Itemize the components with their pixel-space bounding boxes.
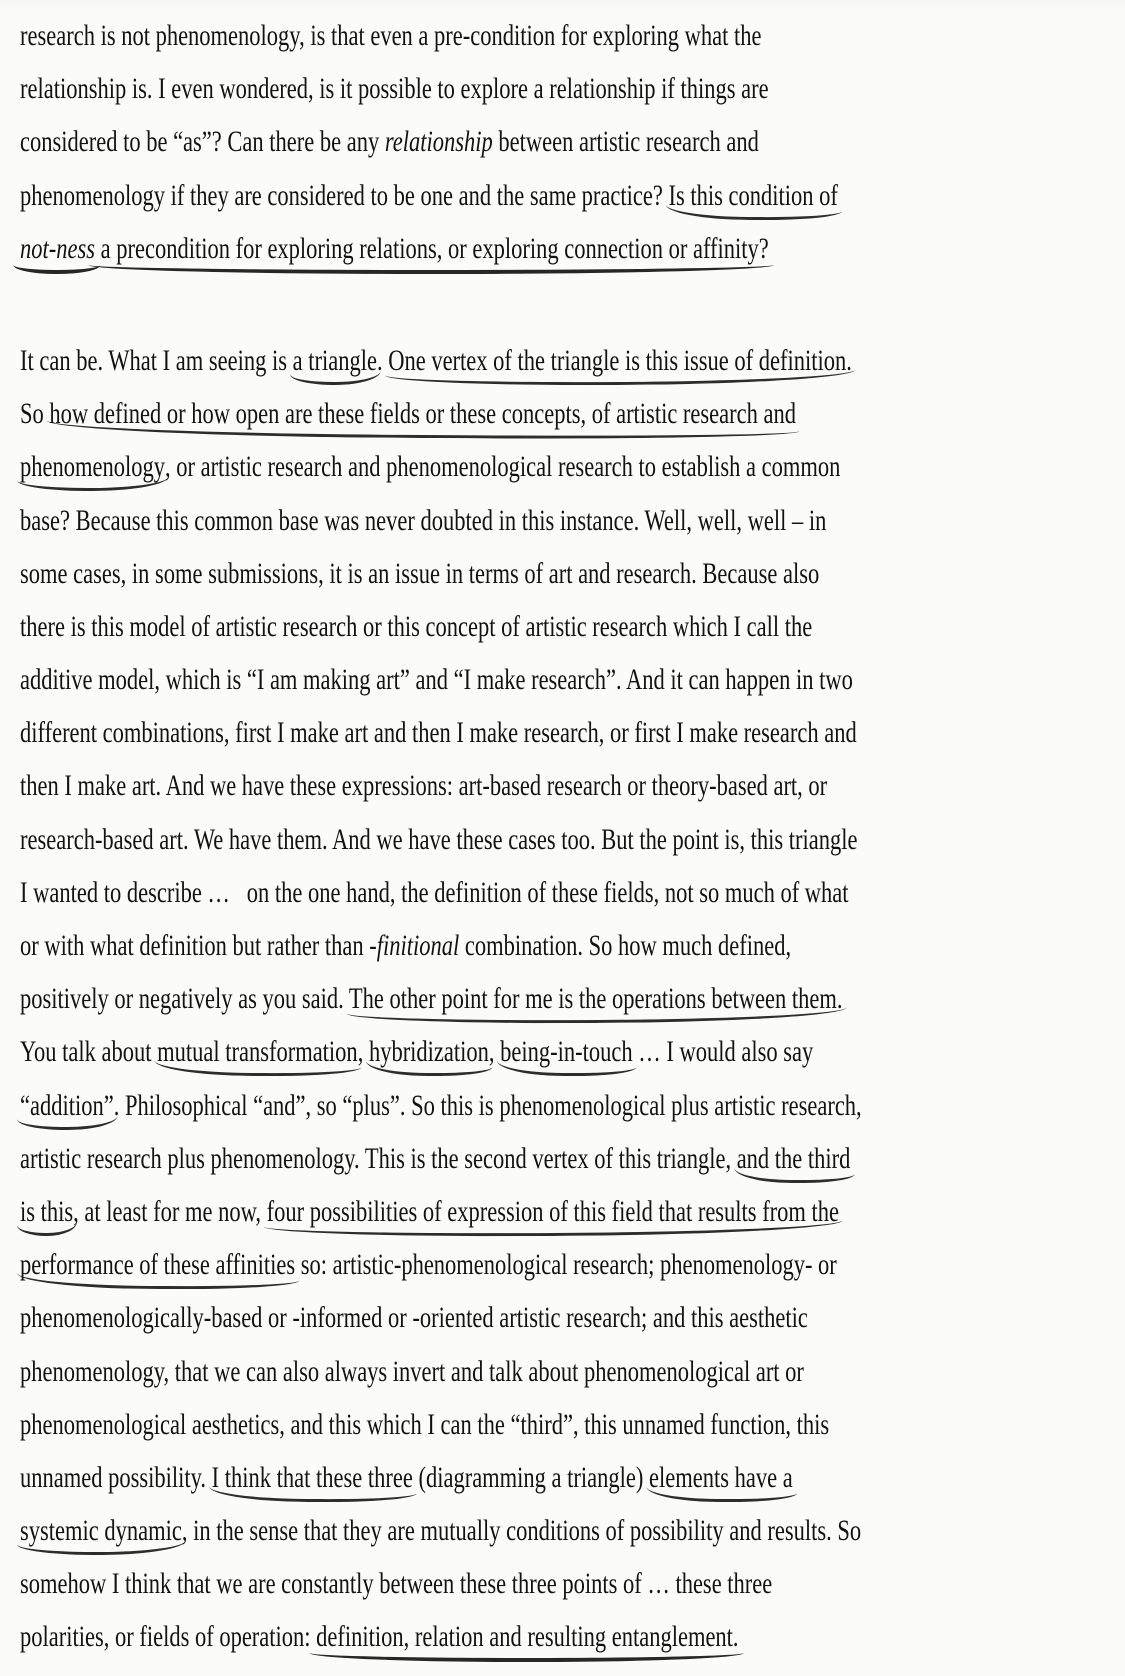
text-line (20, 1132, 849, 1185)
text-line (20, 547, 849, 600)
text-line (20, 600, 849, 653)
text-segment: , (357, 1035, 369, 1069)
text-line (20, 1610, 849, 1663)
text-segment: . (376, 343, 389, 377)
text-line (20, 1079, 862, 1132)
text-line (20, 866, 849, 919)
paragraph (20, 9, 1125, 275)
text-segment: relationship (384, 125, 493, 159)
text-segment: phenomenological aesthetics, and this which I can the “third”, this unnamed function, this (20, 1407, 830, 1441)
text-segment: different combinations, first I make art and then I make research, or first I make research and (20, 716, 857, 750)
hand-underlined-text: definition, relation and resulting entanglement. (316, 1620, 739, 1654)
text-segment: artistic research plus phenomenology. This is the second vertex of this triangle, (20, 1141, 737, 1175)
text-segment: phenomenologically-based or -informed or -oriented artistic research; and this aesthetic (20, 1301, 808, 1335)
text-segment: (diagramming a triangle) (412, 1460, 650, 1494)
text-line (20, 813, 858, 866)
text-line (20, 1398, 849, 1451)
text-segment: research is not phenomenology, is that even a pre-condition for exploring what the (20, 19, 762, 52)
text-line (20, 1185, 849, 1238)
text-segment: research-based art. We have them. And we have these cases too. But the point is, this triangle (20, 822, 858, 856)
text-segment: So (20, 397, 50, 431)
text-segment: additive model, which is “I am making art” and “I make research”. And it can happen in two (20, 663, 853, 697)
text-line (20, 62, 849, 115)
text-segment: phenomenology if they are considered to be one and the same practice? (20, 178, 669, 212)
text-segment: somehow I think that we are constantly between these three points of … these three (20, 1567, 773, 1601)
text-segment: combination. So how much defined, (459, 929, 792, 962)
text-segment: I wanted to describe … on the one hand, the definition of these fields, not so much of what (20, 875, 849, 909)
hand-underlined-text: I think that these three (211, 1460, 413, 1494)
hand-underlined-text: Is this condition of (668, 178, 838, 212)
text-segment: there is this model of artistic research or this concept of artistic research which I call the (20, 609, 813, 643)
text-line (20, 334, 852, 387)
text-segment: between artistic research and (492, 125, 759, 159)
text-line (20, 1557, 849, 1610)
text-segment: so: artistic-phenomenological research; phenomenology- or (295, 1248, 837, 1282)
text-segment: relationship is. I even wondered, is it possible to explore a relationship if things are (20, 72, 769, 106)
paragraph (20, 334, 1125, 1664)
text-segment: -finitional (369, 929, 460, 962)
text-line (20, 706, 857, 759)
text-line (20, 440, 849, 493)
text-line (20, 1504, 862, 1557)
text-line (20, 494, 849, 547)
hand-underlined-text: elements have a (649, 1460, 793, 1494)
text-line (20, 169, 849, 222)
text-line (20, 387, 849, 440)
hand-underlined-text: is this (20, 1194, 74, 1228)
hand-underlined-text: hybridization (368, 1035, 489, 1069)
hand-underlined-text: phenomenology (20, 450, 165, 484)
text-line (20, 972, 849, 1025)
text-segment: unnamed possibility. (20, 1460, 212, 1494)
text-segment: , in the sense that they are mutually conditions of possibility and results. So (181, 1514, 862, 1548)
text-segment: positively or negatively as you said. (20, 982, 349, 1016)
text-line (20, 1345, 849, 1398)
hand-underlined-text: four possibilities of expression of this field that results from the (266, 1194, 840, 1228)
text-segment: then I make art. And we have these expressions: art-based research or theory-based art, or (20, 769, 828, 803)
text-segment: or with what definition but rather than (20, 929, 370, 962)
text-line (20, 115, 849, 168)
hand-underlined-text: not-ness (20, 231, 95, 265)
hand-underlined-text: The other point for me is the operations between them. (348, 982, 843, 1016)
hand-underlined-text: systemic dynamic (20, 1514, 182, 1548)
text-line (20, 1238, 849, 1291)
hand-underlined-text: One vertex of the triangle is this issue of definition. (388, 343, 852, 377)
text-segment: , at least for me now, (73, 1194, 267, 1228)
text-line (20, 222, 849, 275)
text-line (20, 1451, 849, 1504)
text-line (20, 919, 849, 972)
hand-underlined-text: a precondition for exploring relations, or exploring connection or affinity? (95, 231, 769, 265)
text-line (20, 1025, 849, 1078)
text-line (20, 653, 853, 706)
hand-underlined-text: performance of these affinities (20, 1248, 296, 1282)
text-segment: , (488, 1035, 501, 1069)
hand-underlined-text: mutual transformation (157, 1035, 358, 1069)
hand-underlined-text: how defined or how open are these fields or these concepts, of artistic research and (49, 397, 796, 431)
hand-underlined-text: a triangle (292, 343, 377, 377)
text-segment: phenomenology, that we can also always invert and talk about phenomenological art or (20, 1354, 804, 1388)
text-line (20, 1291, 849, 1344)
text-segment: , or artistic research and phenomenological research to establish a common (164, 450, 841, 484)
text-segment: It can be. What I am seeing is (20, 343, 293, 377)
text-segment: some cases, in some submissions, it is an issue in terms of art and research. Because also (20, 556, 820, 590)
text-line (20, 759, 849, 812)
text-segment: considered to be “as”? Can there be any (20, 125, 385, 159)
text-segment: base? Because this common base was never doubted in this instance. Well, well, well – in (20, 503, 827, 537)
text-line (20, 9, 849, 62)
text-segment: polarities, or fields of operation: (20, 1620, 317, 1654)
hand-underlined-text: and the third (736, 1141, 851, 1175)
text-segment: … I would also say (632, 1035, 814, 1069)
hand-underlined-text: being-in-touch (500, 1035, 633, 1069)
text-segment: You talk about (20, 1035, 158, 1069)
text-segment: . Philosophical “and”, so “plus”. So this is phenomenological plus artistic research, (113, 1088, 862, 1122)
hand-underlined-text: “addition” (20, 1088, 114, 1122)
